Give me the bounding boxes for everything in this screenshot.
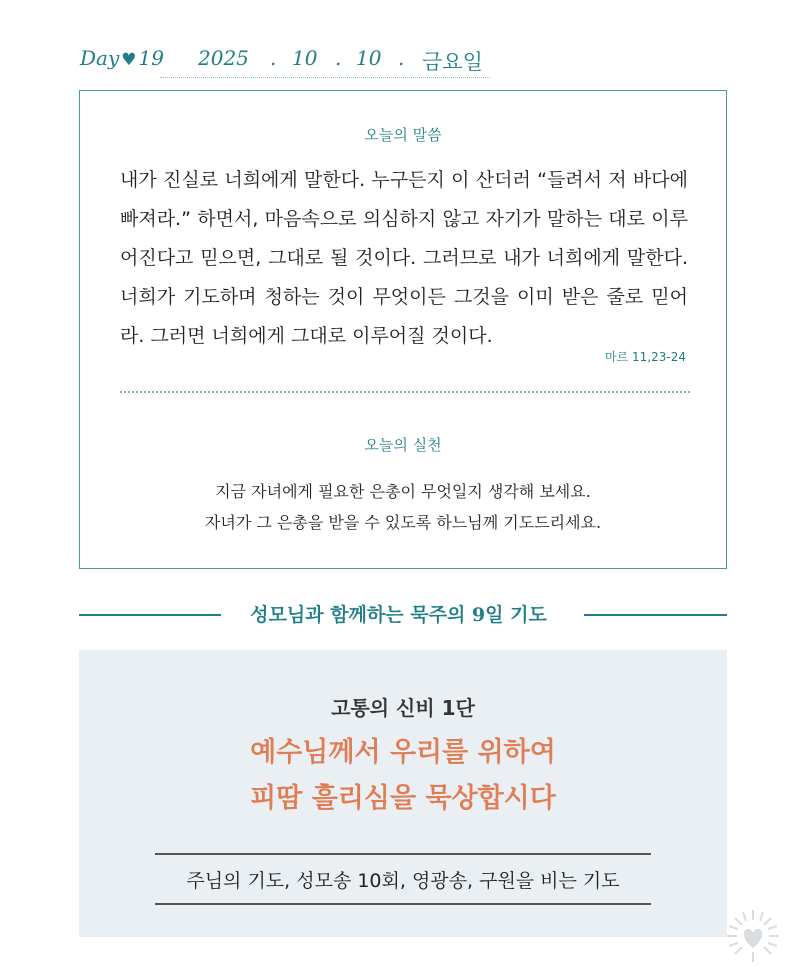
practice-line: 자녀가 그 은총을 받을 수 있도록 하느님께 기도드리세요. [204, 513, 602, 532]
heart-icon: ♥ [121, 50, 137, 70]
prayer-list-text: 주님의 기도, 성모송 10회, 영광송, 구원을 비는 기도 [186, 869, 620, 892]
rosary-heading: 성모님과 함께하는 묵주의 9일 기도 [250, 604, 547, 626]
practice-text [80, 476, 726, 538]
reading-title: 오늘의 말씀 [364, 126, 442, 144]
mystery-title: 고통의 신비 1단 [331, 696, 475, 720]
date-underline [160, 77, 490, 78]
meditation-line: 예수님께서 우리를 위하여 [250, 737, 556, 768]
date-year: 2025 [198, 46, 249, 70]
reading-reference: 마르 11,23-24 [605, 350, 686, 364]
section-divider [120, 391, 690, 393]
radiant-heart-logo-icon [723, 906, 783, 966]
meditation-line: 피땀 흘리심을 묵상합시다 [250, 783, 556, 814]
practice-title: 오늘의 실천 [364, 436, 442, 454]
meditation [79, 730, 727, 822]
reading-text: 내가 진실로 너희에게 말한다. 누구든지 이 산더러 “들려서 저 바다에 빠져라.” 하면서, 마음속으로 의심하지 않고 자기가 말하는 대로 이루어진다고 믿으면, 그대로 될 것이다. 그러므로 내가 너희에게 말한다. 너희가 기도하며 청하는 것이 무엇이든 그것을 이미 받은 줄로 믿어라. 그러면 너희에게 그대로 이루어질 것이다. [120, 169, 688, 347]
rosary-panel [79, 650, 727, 937]
date-month: 10 [292, 46, 318, 70]
date-separator: . [335, 46, 342, 70]
prayer-list [155, 853, 651, 905]
date-header [80, 46, 490, 80]
daily-word-box [79, 90, 727, 569]
day-number: 19 [138, 46, 164, 70]
day-counter [80, 46, 164, 70]
date-weekday: 금요일 [422, 50, 483, 74]
date-separator: . [270, 46, 277, 70]
day-label: Day [80, 46, 120, 70]
date-day: 10 [356, 46, 382, 70]
practice-line: 지금 자녀에게 필요한 은총이 무엇일지 생각해 보세요. [215, 482, 591, 501]
date-separator: . [398, 46, 405, 70]
